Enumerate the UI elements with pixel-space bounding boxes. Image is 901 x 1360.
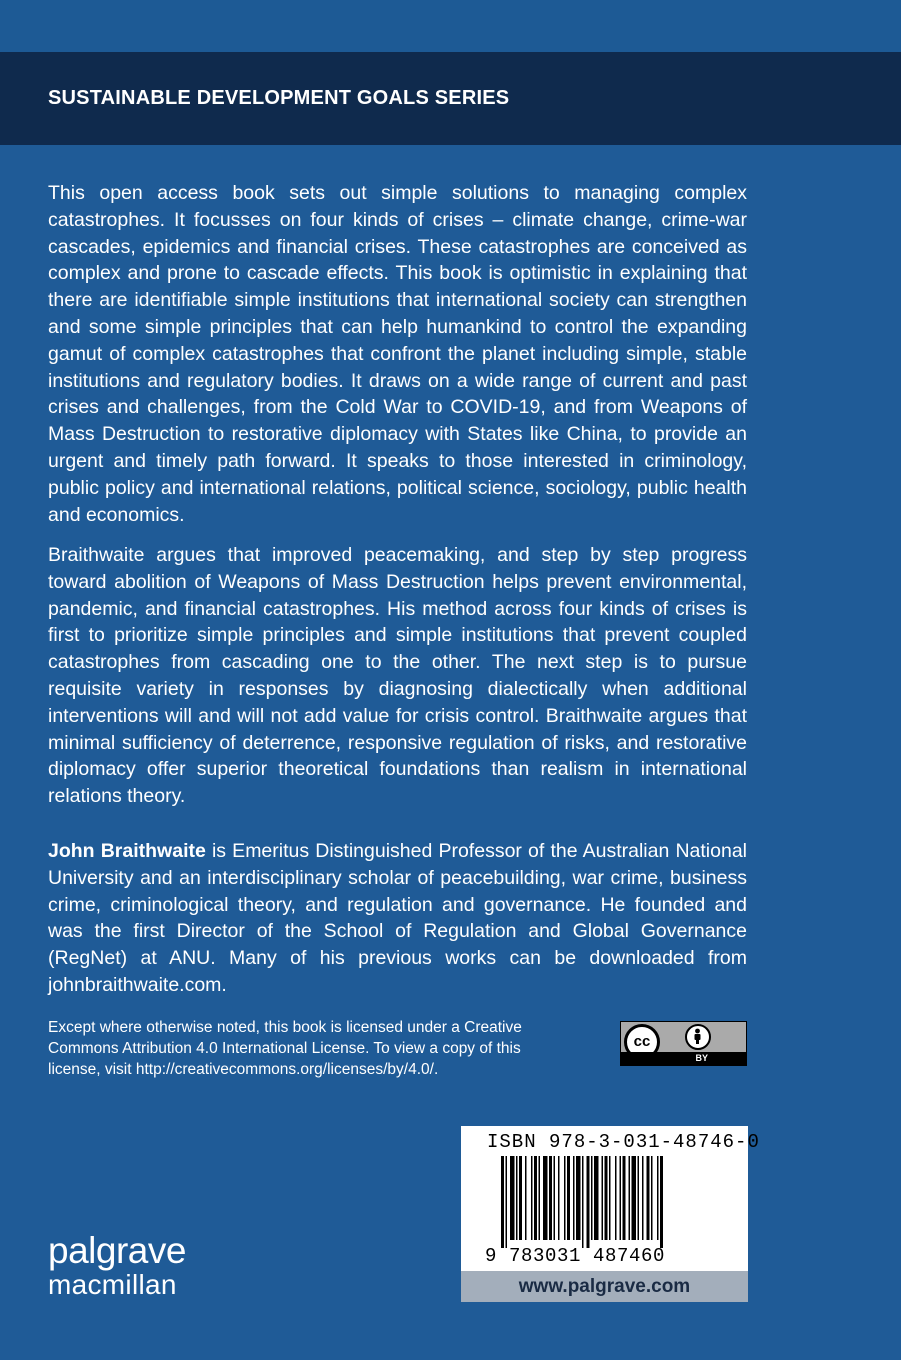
barcode-digits: 9 783031 487460: [485, 1245, 666, 1267]
barcode-bar: [539, 1156, 541, 1240]
barcode-bars: [501, 1156, 711, 1248]
isbn-barcode: [461, 1126, 760, 1271]
blurb-paragraph-2: Braithwaite argues that improved peacemaking, and step by step progress toward abolition of Weapons of Mass Destruction helps prevent environmental, pandemic, and financial catastrophes. His method across four kinds of crises is first to prioritize simple principles and simple institutions that prevent coupled catastrophes from cascading one to the other. The next step is to pursue requisite variety in responses by diagnosing dialectically when additional interventions will and will not add value for crisis control. Braithwaite argues that minimal sufficiency of deterrence, responsive regulation of risks, and restorative diplomacy offer superior theoretical foundations than realism in international relations theory.: [48, 544, 747, 808]
barcode-bar: [543, 1156, 548, 1240]
series-header: [0, 52, 901, 145]
barcode-bar: [602, 1156, 604, 1240]
barcode-bar: [510, 1156, 515, 1240]
barcode-bar: [620, 1156, 622, 1240]
barcode-bar: [582, 1156, 584, 1248]
attribution-person-icon: [685, 1024, 711, 1050]
barcode-bar: [615, 1156, 617, 1240]
barcode-bar: [525, 1156, 527, 1240]
barcode-bar: [660, 1156, 663, 1248]
barcode-bar: [558, 1156, 560, 1240]
cc-by-label: BY: [695, 1053, 708, 1063]
author-bio: [48, 838, 747, 999]
barcode-bar: [629, 1156, 631, 1240]
barcode-bar: [554, 1156, 556, 1240]
barcode-bar: [587, 1156, 590, 1248]
barcode-bar: [501, 1156, 504, 1248]
isbn-label: ISBN 978-3-031-48746-0: [487, 1131, 760, 1153]
barcode-bar: [647, 1156, 650, 1240]
publisher-logo-line-1: palgrave: [48, 1230, 186, 1271]
barcode-bar: [657, 1156, 659, 1240]
barcode-bar: [576, 1156, 581, 1240]
cc-by-icon: [620, 1021, 747, 1066]
author-bio-text: is Emeritus Distinguished Professor of the Australian National University and an interdisciplinary scholar of peacebuilding, war crime, business crime, criminological theory, and regulation and governance. He founded and was the first Director of the School of Regulation and Global Governance (RegNet) at ANU. Many of his previous works can be downloaded from johnbraithwaite.com.: [48, 840, 747, 996]
barcode-bar: [609, 1156, 611, 1240]
barcode-bar: [549, 1156, 552, 1240]
barcode-bar: [623, 1156, 626, 1240]
barcode-bar: [642, 1156, 644, 1240]
cc-icon: cc: [624, 1024, 660, 1060]
barcode-bar: [506, 1156, 508, 1248]
barcode-bar: [638, 1156, 640, 1240]
barcode-bar: [567, 1156, 570, 1240]
author-name: John Braithwaite: [48, 840, 206, 862]
publisher-logo-line-2: macmillan: [48, 1269, 177, 1300]
blurb-paragraph-1: This open access book sets out simple solutions to managing complex catastrophes. It focusses on four kinds of crises – climate change, crime-war cascades, epidemics and financial crises. These catastrophes are conceived as complex and prone to cascade effects. This book is optimistic in explaining that there are identifiable simple institutions that international society can strengthen and some simple principles that can help humankind to control the expanding gamut of complex catastrophes that confront the planet including simple, stable institutions and regulatory bodies. It draws on a wide range of current and past crises and challenges, from the Cold War to COVID-19, and from Weapons of Mass Destruction to restorative diplomacy with States like China, to provide an urgent and timely path forward. It speaks to those interested in criminology, public policy and international relations, political science, sociology, public health and economics.: [48, 182, 747, 526]
publisher-website: www.palgrave.com: [461, 1271, 748, 1302]
barcode-bar: [516, 1156, 518, 1240]
series-title: SUSTAINABLE DEVELOPMENT GOALS SERIES: [48, 87, 510, 109]
license-text: Except where otherwise noted, this book is licensed under a Creative Commons Attribution 4.0 International License. To view a copy of this license, visit http://creativecommons.org/licenses/by/4.0/.: [48, 1019, 522, 1078]
barcode-bar: [534, 1156, 537, 1240]
barcode-bar: [591, 1156, 593, 1240]
barcode-bar: [564, 1156, 566, 1240]
barcode-bar: [605, 1156, 608, 1240]
cc-badge-bottom-bar: [621, 1052, 746, 1065]
barcode-bar: [594, 1156, 599, 1240]
barcode-bar: [519, 1156, 522, 1240]
barcode-bar: [573, 1156, 575, 1240]
publisher-logo: [48, 1232, 186, 1300]
barcode-bar: [632, 1156, 637, 1240]
top-strip: [0, 0, 901, 52]
barcode-bar: [651, 1156, 653, 1240]
barcode-bar: [531, 1156, 533, 1240]
